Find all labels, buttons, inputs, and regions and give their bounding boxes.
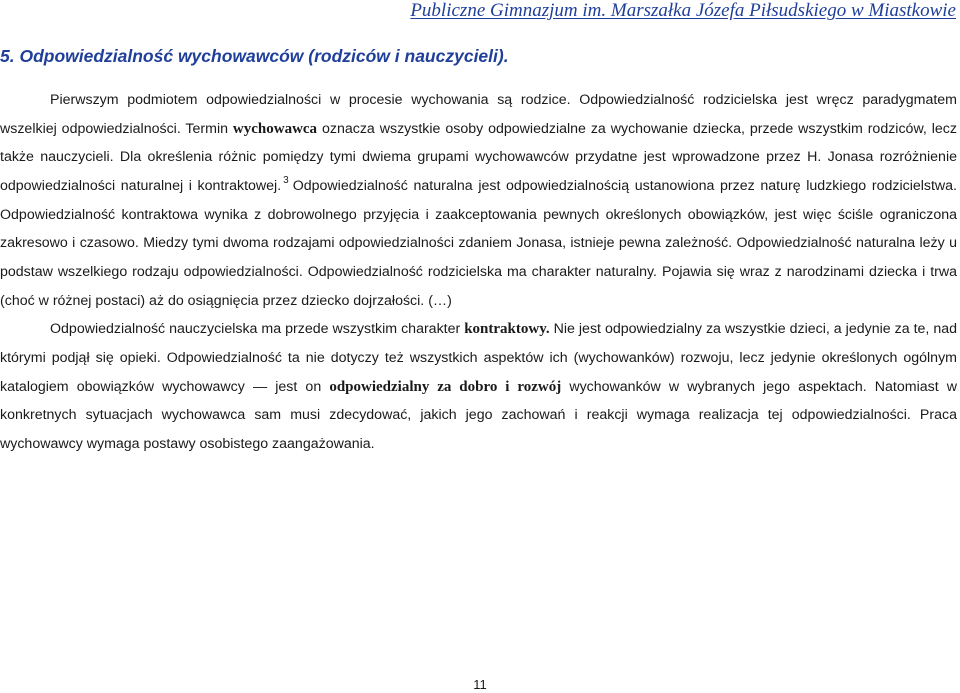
paragraph1-text-1: Pierwszym podmiotem odpowiedzialności w procesie wychowania są rodzice. Odpowiedzialność rodzicielska jest wręcz paradygmatem wszelkiej odpowiedzialności. Termin: [0, 92, 957, 137]
section-title: 5. Odpowiedzialność wychowawców (rodziców i nauczycieli).: [0, 46, 509, 66]
paragraph-parental-responsibility: [0, 86, 957, 315]
paragraph2-text-3: wychowanków w wybranych jego aspektach. Natomiast w konkretnych sytuacjach wychowawca sam musi zdecydować, jakich jego zachowań i reakcji wymaga realizacja tej odpowiedzialności. Praca wychowawcy wymaga postawy osobistego zaangażowania.: [0, 378, 957, 452]
paragraph1-text-3: Odpowiedzialność naturalna jest odpowiedzialnością ustanowiona przez naturę ludzkiego rodzicielstwa. Odpowiedzialność kontraktowa wynika z dobrowolnego przyjęcia i zaakceptowania pewnych określonych obowiązków, jest więc ściśle ograniczona zakresowo i czasowo. Miedzy tymi dwoma rodzajami odpowiedzialności zdaniem Jonasa, istnieje pewna zależność. Odpowiedzialność naturalna leży u podstaw wszelkiego rodzaju odpowiedzialności. Odpowiedzialność rodzicielska ma charakter naturalny. Pojawia się wraz z narodzinami dziecka i trwa (choć w różnej postaci) aż do osiągnięcia przez dziecko dojrzałości. (…): [0, 177, 958, 309]
footnote-marker[interactable]: 3: [283, 174, 289, 186]
paragraph-teacher-responsibility: [0, 315, 957, 458]
document-body: [0, 86, 957, 459]
paragraph2-text-1: Odpowiedzialność nauczycielska ma przede wszystkim charakter: [50, 321, 465, 338]
page-header-school-name: Publiczne Gimnazjum im. Marszałka Józefa Piłsudskiego w Miastkowie: [410, 0, 956, 21]
page-number: 11: [473, 677, 487, 692]
term-kontraktowy: kontraktowy.: [464, 321, 550, 338]
paragraph2-text-2: Nie jest odpowiedzialny za wszystkie dzieci, a jedynie za te, nad którymi podjął się opieki. Odpowiedzialność ta nie dotyczy też wszystkich aspektów ich (wychowanków) rozwoju, lecz jedynie określonych ogólnym katalogiem obowiązków wychowawcy — jest on: [0, 321, 958, 395]
paragraph1-text-2: oznacza wszystkie osoby odpowiedzialne za wychowanie dziecka, przede wszystkim rodziców, lecz także nauczycieli. Dla określenia różnic pomiędzy tymi dwiema grupami wychowawców przydatne jest wprowadzone przez H. Jonasa rozróżnienie odpowiedzialności naturalnej i kontraktowej.: [0, 120, 957, 194]
term-odpowiedzialny-za-dobro: odpowiedzialny za dobro i rozwój: [329, 378, 562, 395]
term-wychowawca: wychowawca: [232, 120, 318, 137]
